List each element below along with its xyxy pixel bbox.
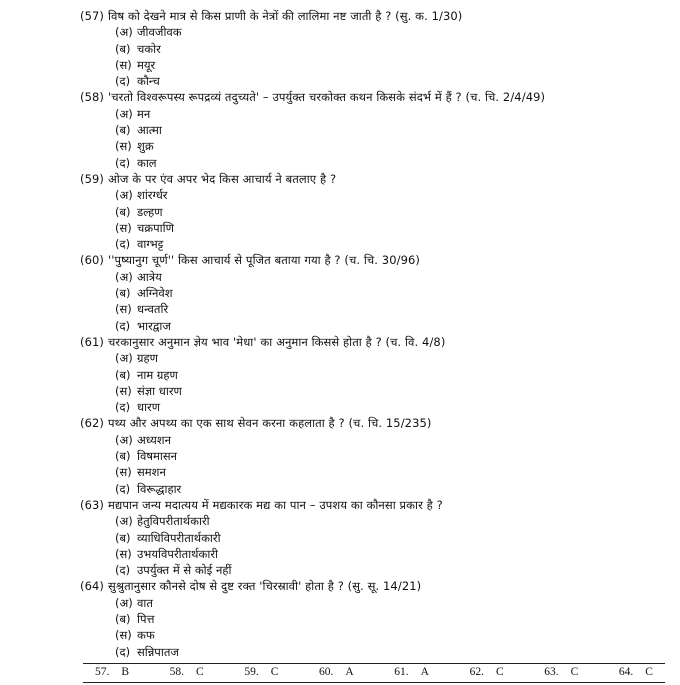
option-text: अग्निवेश <box>137 286 173 301</box>
option-text: समशन <box>137 465 166 480</box>
option-text: मन <box>137 106 151 121</box>
option-b <box>115 448 670 464</box>
question-text <box>80 578 670 594</box>
question-62 <box>80 415 670 496</box>
answer-number: 62. <box>469 666 484 678</box>
question-body: ओज के पर एंव अपर भेद किस आचार्य ने बतलाए है ? <box>108 171 337 186</box>
option-d <box>115 562 670 578</box>
option-a <box>115 187 670 203</box>
question-64 <box>80 578 670 659</box>
option-a <box>115 24 670 40</box>
answer-number: 59. <box>244 666 259 678</box>
option-key: (द) <box>115 318 131 333</box>
option-list <box>115 595 670 660</box>
answer-number: 58. <box>169 666 185 678</box>
option-key: (स) <box>115 465 132 480</box>
option-text: कौन्च <box>137 74 160 89</box>
answer-59 <box>244 666 278 678</box>
option-key: (द) <box>115 237 131 252</box>
option-list <box>115 24 670 89</box>
answer-57 <box>95 666 129 678</box>
option-text: धन्वतरि <box>137 302 169 317</box>
question-body: चरकानुसार अनुमान ज्ञेय भाव 'मेधा' का अनुमान किससे होता है ? (च. वि. 4/8) <box>108 334 446 349</box>
option-text: पित्त <box>137 611 155 626</box>
option-d <box>115 399 670 415</box>
answer-key-bottom-rule <box>83 682 665 683</box>
option-key: (स) <box>115 57 132 72</box>
option-key: (द) <box>115 481 131 496</box>
option-key: (द) <box>115 563 131 578</box>
option-key: (अ) <box>115 269 133 284</box>
option-key: (ब) <box>115 286 131 301</box>
question-text <box>80 497 670 513</box>
option-text: मयूर <box>137 57 156 72</box>
option-a <box>115 432 670 448</box>
answer-letter: A <box>345 666 354 678</box>
question-text <box>80 8 670 24</box>
option-text: वात <box>137 595 153 610</box>
option-text: भारद्वाज <box>137 318 171 333</box>
option-key: (स) <box>115 302 132 317</box>
option-list <box>115 106 670 171</box>
answer-letter: B <box>121 666 130 678</box>
answer-64 <box>619 666 653 678</box>
option-c <box>115 627 670 643</box>
option-text: कफ <box>137 628 155 643</box>
option-a <box>115 595 670 611</box>
question-number: (57) <box>80 9 105 23</box>
answer-key-top-rule <box>83 663 665 664</box>
option-c <box>115 57 670 73</box>
question-number: (59) <box>80 171 105 186</box>
option-key: (स) <box>115 220 132 235</box>
option-c <box>115 546 670 562</box>
question-text <box>80 334 670 350</box>
option-list <box>115 350 670 415</box>
option-d <box>115 644 670 660</box>
answer-number: 63. <box>544 666 559 678</box>
answer-number: 64. <box>618 666 634 678</box>
option-text: शुक्र <box>137 139 154 154</box>
question-text <box>80 415 670 431</box>
option-key: (अ) <box>115 25 133 40</box>
option-text: धारण <box>137 400 161 415</box>
answer-letter: C <box>196 666 204 678</box>
option-key: (अ) <box>115 106 133 121</box>
answer-61 <box>394 666 429 678</box>
option-b <box>115 122 670 138</box>
option-c <box>115 301 670 317</box>
answer-letter: C <box>270 666 279 678</box>
option-key: (स) <box>115 628 132 643</box>
answer-number: 61. <box>394 666 409 678</box>
question-number: (64) <box>80 579 105 594</box>
option-d <box>115 481 670 497</box>
option-text: विषमासन <box>137 449 178 464</box>
option-key: (ब) <box>115 123 131 138</box>
option-c <box>115 220 670 236</box>
option-a <box>115 513 670 529</box>
answer-63 <box>544 666 578 678</box>
option-d <box>115 318 670 334</box>
option-key: (अ) <box>115 432 133 447</box>
option-d <box>115 155 670 171</box>
question-body: ''पुष्यानुग चूर्ण'' किस आचार्य से पूजित बताया गया है ? (च. चि. 30/96) <box>108 253 421 268</box>
option-text: जीवजीवक <box>137 25 182 40</box>
option-text: अध्यशन <box>137 432 171 447</box>
option-key: (द) <box>115 644 131 659</box>
option-text: ग्रहण <box>137 351 158 366</box>
option-d <box>115 73 670 89</box>
option-key: (ब) <box>115 449 131 464</box>
option-c <box>115 464 670 480</box>
option-text: चक्रपाणि <box>137 220 174 235</box>
question-body: 'चरतो विश्वरूपस्य रूपद्रव्यं तदुच्यते' – उपर्युक्त चरकोक्त कथन किसके संदर्भ में हैं ? (च. चि. 2/4/49) <box>108 90 546 105</box>
option-b <box>115 204 670 220</box>
question-body: मद्यपान जन्य मदात्यय में मद्यकारक मद्य का पान – उपशय का कौनसा प्रकार है ? <box>108 497 443 512</box>
question-number: (58) <box>80 90 105 105</box>
option-key: (ब) <box>115 41 131 56</box>
option-list <box>115 269 670 334</box>
option-key: (अ) <box>115 351 133 366</box>
answer-60 <box>319 666 354 678</box>
option-text: उभयविपरीतार्थकारी <box>137 546 219 561</box>
option-key: (द) <box>115 74 131 89</box>
option-key: (ब) <box>115 530 131 545</box>
option-key: (स) <box>115 139 132 154</box>
answer-letter: C <box>495 666 504 678</box>
option-text: विरूद्धाहार <box>137 481 182 496</box>
option-key: (स) <box>115 546 132 561</box>
option-text: हेतुविपरीतार्थकारी <box>137 514 210 529</box>
question-text <box>80 171 670 187</box>
question-body: सुश्रुतानुसार कौनसे दोष से दुष्ट रक्त 'चिरस्रावी' होता है ? (सु. सू. 14/21) <box>108 579 422 594</box>
question-number: (60) <box>80 253 105 268</box>
question-59 <box>80 171 670 252</box>
option-c <box>115 138 670 154</box>
option-key: (अ) <box>115 514 133 529</box>
option-list <box>115 432 670 497</box>
option-text: आत्रेय <box>137 269 162 284</box>
question-text <box>80 89 670 105</box>
answer-number: 57. <box>95 666 110 678</box>
answer-number: 60. <box>318 666 334 678</box>
option-list <box>115 513 670 578</box>
question-60 <box>80 252 670 333</box>
option-a <box>115 106 670 122</box>
option-key: (ब) <box>115 204 131 219</box>
option-key: (ब) <box>115 367 131 382</box>
option-b <box>115 285 670 301</box>
option-key: (अ) <box>115 188 133 203</box>
question-body: पथ्य और अपथ्य का एक साथ सेवन करना कहलाता है ? (च. चि. 15/235) <box>108 416 432 431</box>
question-57 <box>80 8 670 89</box>
option-text: काल <box>137 155 157 170</box>
question-number: (62) <box>80 416 105 431</box>
option-key: (ब) <box>115 611 131 626</box>
option-text: आत्मा <box>137 123 162 138</box>
option-b <box>115 367 670 383</box>
option-key: (द) <box>115 155 131 170</box>
option-key: (अ) <box>115 595 133 610</box>
question-63 <box>80 497 670 578</box>
question-body: विष को देखने मात्र से किस प्राणी के नेत्रों की लालिमा नष्ट जाती है ? (सु. क. 1/30) <box>108 9 463 23</box>
option-b <box>115 530 670 546</box>
option-text: व्याधिविपरीतार्थकारी <box>137 530 221 545</box>
question-list <box>80 8 670 660</box>
option-c <box>115 383 670 399</box>
option-key: (द) <box>115 400 131 415</box>
option-a <box>115 269 670 285</box>
answer-letter: A <box>420 666 429 678</box>
option-b <box>115 611 670 627</box>
option-list <box>115 187 670 252</box>
option-text: वाग्भट्ट <box>137 237 164 252</box>
option-a <box>115 350 670 366</box>
answer-62 <box>470 666 504 678</box>
option-text: शांरर्ग्धर <box>137 188 168 203</box>
question-number: (63) <box>80 497 105 512</box>
answer-letter: C <box>645 666 653 678</box>
question-number: (61) <box>80 334 105 349</box>
option-text: डल्हण <box>137 204 163 219</box>
answer-key <box>83 663 665 683</box>
option-text: संज्ञा धारण <box>137 383 182 398</box>
option-text: उपर्युक्त में से कोई नहीं <box>137 563 232 578</box>
option-text: चकोर <box>137 41 161 56</box>
option-text: नाम ग्रहण <box>137 367 178 382</box>
question-58 <box>80 89 670 170</box>
option-b <box>115 41 670 57</box>
option-d <box>115 236 670 252</box>
answer-58 <box>170 666 204 678</box>
answer-letter: C <box>570 666 579 678</box>
answer-list <box>83 666 665 678</box>
question-text <box>80 252 670 268</box>
question-61 <box>80 334 670 415</box>
option-key: (स) <box>115 383 132 398</box>
option-text: सन्निपातज <box>137 644 179 659</box>
